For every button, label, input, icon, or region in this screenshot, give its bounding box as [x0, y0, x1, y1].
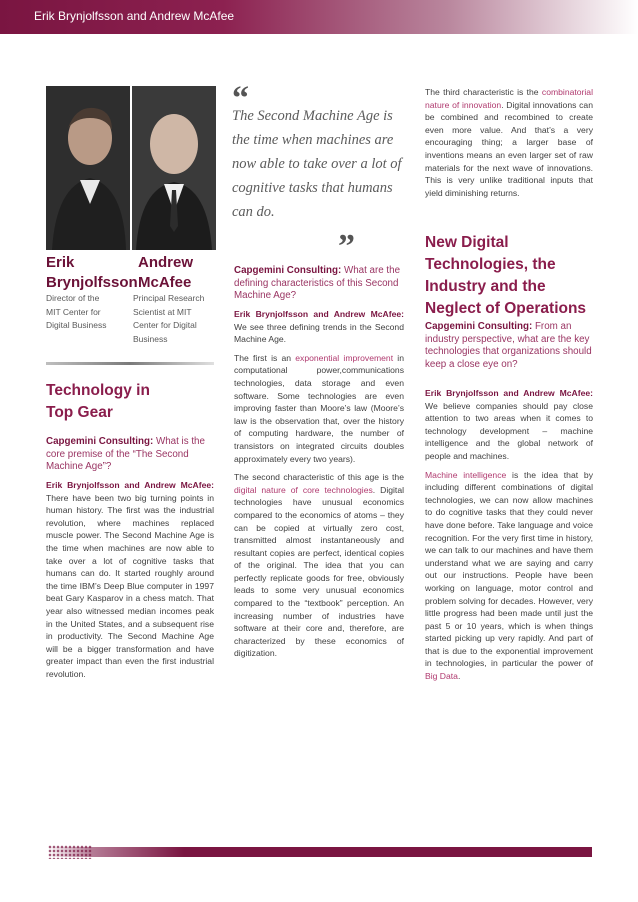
question-3 [425, 321, 593, 371]
question-2 [234, 265, 404, 303]
role-line: Digital Business [46, 320, 107, 330]
author-photo-erik [46, 86, 130, 250]
open-quote-icon: “ [232, 80, 249, 117]
author-role-erik [46, 292, 128, 333]
question-text: What is the core premise of the “The Second Machine Age”? [46, 436, 205, 472]
name-line: Andrew [138, 254, 194, 271]
question-label: Capgemini Consulting: [46, 436, 154, 447]
role-line: MIT Center for [46, 306, 101, 317]
paragraph-machine-intelligence: Machine intelligence is the idea that by including different combinations of digital technologies, we can now allow machines to do cognitive tasks that they could never have done before. Take language and voice recognition. For the very first time in history, we can talk to our machines and have them understand what we are saying and carry out our instructions. People have been working on language, motor control and problem solving for decades. However, very little progress had been made until just the past 5 or 10 years, which is when things started picking up very rapidly. And part of that is due to the exponential improvement in technologies, in particular the power of Big Data. [425, 469, 593, 682]
role-line: Business [133, 333, 168, 344]
close-quote-icon: ” [338, 228, 355, 265]
title-line: Industry and the [425, 278, 546, 295]
role-line: Director of the [46, 293, 100, 303]
divider [46, 362, 214, 365]
paragraph-first-characteristic: The first is an exponential improvement in computational power,communications technologies, data storage and even software. Some technologies are even improving faster than Moore’s law (Moore’s law is the observation that, over the history of computing hardware, the number of transistors on integrated circuits doubles approximately every two years). [234, 352, 404, 464]
header-bar [0, 0, 638, 34]
section-title-technology [46, 380, 150, 424]
answer-label: Erik Brynjolfsson and Andrew McAfee: [234, 309, 404, 319]
highlight-exponential-improvement: exponential improvement [295, 352, 394, 363]
question-label: Capgemini Consulting: [234, 265, 342, 276]
column-2-body [234, 308, 404, 666]
highlight-machine-intelligence: Machine intelligence [425, 469, 507, 480]
answer-text: We believe companies should pay close attention to two areas when it comes to technology development – machine intelligence and the global network of people and machines. [425, 400, 593, 461]
footer-bar [48, 847, 592, 857]
name-line: Erik [46, 254, 75, 271]
author-photo-andrew [132, 86, 216, 250]
question-label: Capgemini Consulting: [425, 321, 533, 332]
column-3-body [425, 387, 593, 689]
title-line: Top Gear [46, 404, 113, 421]
author-name-erik [46, 253, 138, 293]
title-line: Neglect of Operations [425, 300, 587, 317]
highlight-combinatorial-innovation: combinatorial nature of innovation [425, 87, 593, 110]
highlight-big-data: Big Data [425, 671, 458, 682]
question-1 [46, 436, 214, 474]
title-line: Technologies, the [425, 256, 556, 273]
question-text: What are the defining characteristics of this Second Machine Age? [234, 265, 401, 301]
answer-text: There have been two big turning points in human history. The first was the industrial revolution, where machines replaced muscle power. The Second Machine Age is the time when machines are now able to take over a lot of cognitive tasks that humans can do. It started roughly around the time IBM’s Deep Blue computer in 1997 beat Gary Kasparov in a chess match. That year also witnessed median incomes peak in the United States, and a subsequent rise in productivity. The Second Machine Age will be a bigger transformation and have greater impact than even the first industrial revolution. [46, 492, 214, 679]
paragraph-second-characteristic: The second characteristic of this age is the digital nature of core technologies. Digital technologies have unusual economics compared to the economics of atoms – they can be copied at virtually zero cost, transmitted almost instantaneously and resultant copies are perfect, identical copies of the original. The idea that you can perfectly replicate goods for free, obviously leads to some very unusual economics compared to the “textbook” perception. An increasing number of industries have software at their core and, therefore, are characterized by these economics of digitization. [234, 472, 405, 659]
role-line: Center for Digital [133, 320, 197, 330]
answer-label: Erik Brynjolfsson and Andrew McAfee: [425, 388, 593, 398]
author-name-andrew [138, 253, 193, 293]
answer-label: Erik Brynjolfsson and Andrew McAfee: [46, 480, 214, 490]
pull-quote: The Second Machine Age is the time when machines are now able to take over a lot of cognitive tasks that humans can do. [232, 108, 402, 220]
name-line: Brynjolfsson [46, 274, 138, 291]
highlight-digital-nature: digital nature of core technologies [234, 484, 373, 495]
title-line: New Digital [425, 234, 509, 251]
name-line: McAfee [138, 274, 192, 291]
answer-text: We see three defining trends in the Second Machine Age. [234, 321, 404, 345]
question-text: From an industry perspective, what are the key technologies that organizations should keep a close eye on? [425, 321, 592, 370]
footer-dots [48, 845, 92, 859]
column-3-intro [425, 86, 593, 205]
role-line: Scientist at MIT [133, 306, 192, 317]
answer-1 [46, 479, 214, 687]
paragraph-third-characteristic: The third characteristic is the combinatorial nature of innovation. Digital innovations can be combined and recombined to create even more value. And that’s a very encouraging thing; a larger base of inventions means an even larger set of raw materials for the next wave of innovations. This is very unlike traditional inputs that yield diminishing returns. [425, 87, 593, 198]
role-line: Principal Research [133, 293, 205, 303]
title-line: Technology in [46, 382, 150, 399]
running-title: Erik Brynjolfsson and Andrew McAfee [34, 9, 235, 23]
author-role-andrew [133, 292, 215, 346]
section-title-new-digital [425, 232, 586, 320]
